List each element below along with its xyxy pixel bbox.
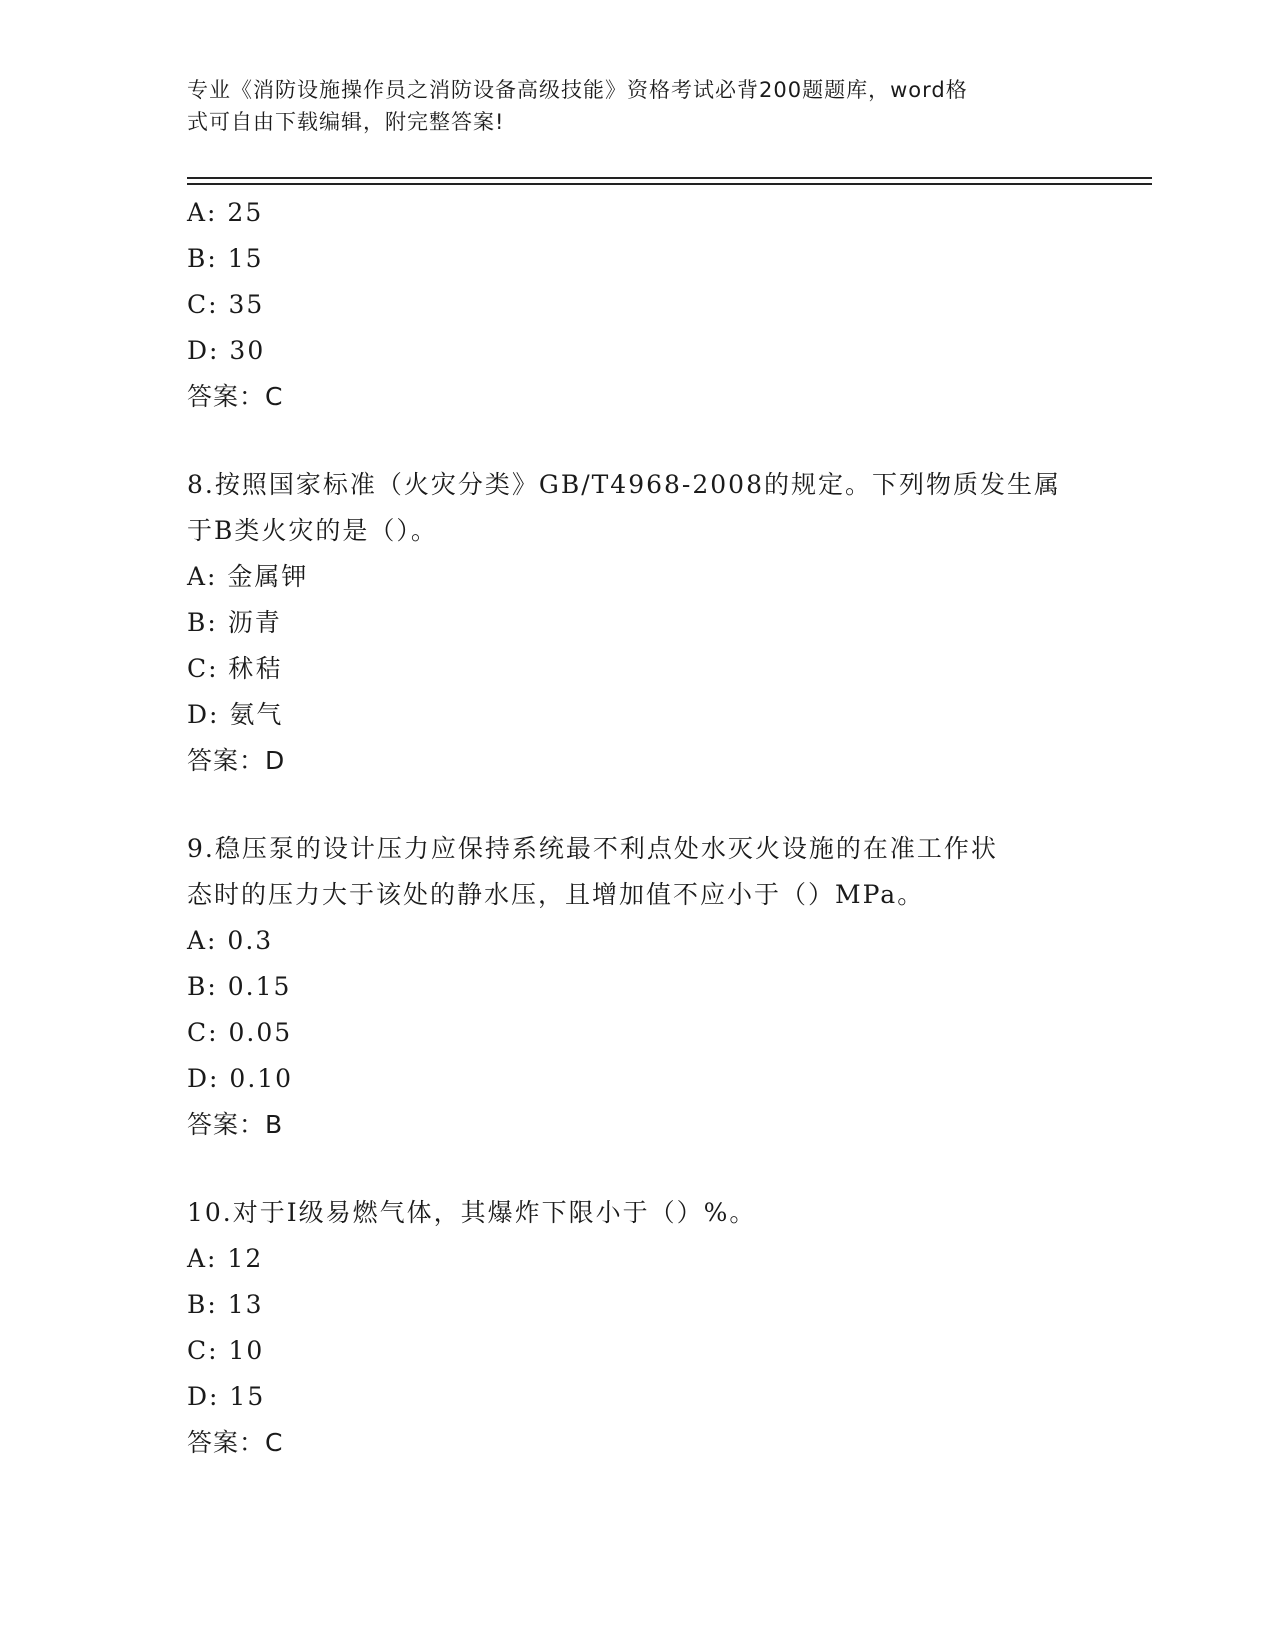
- option-a: A: 0.3: [187, 926, 274, 955]
- header-line-1: 专业《消防设施操作员之消防设备高级技能》资格考试必背200题题库，word格: [187, 78, 968, 102]
- option-c: C: 0.05: [187, 1018, 293, 1047]
- option-b: B: 13: [187, 1290, 264, 1319]
- answer: 答案：B: [187, 1110, 284, 1139]
- question-text-line-1: 9.稳压泵的设计压力应保持系统最不利点处水灭火设施的在准工作状: [187, 834, 998, 863]
- question-10: [187, 1190, 1087, 1466]
- header-divider-top: [187, 177, 1152, 179]
- option-a: A: 金属钾: [187, 562, 309, 591]
- question-text-line-2: 态时的压力大于该处的静水压，且增加值不应小于（）MPa。: [187, 880, 925, 909]
- option-b: B: 15: [187, 244, 264, 273]
- question-text-line-1: 10.对于Ⅰ级易燃气体，其爆炸下限小于（）%。: [187, 1198, 757, 1227]
- option-c: C: 35: [187, 290, 265, 319]
- question-text-line-1: 8.按照国家标准（火灾分类》GB/T4968-2008的规定。下列物质发生属: [187, 470, 1061, 499]
- option-c: C: 10: [187, 1336, 265, 1365]
- question-7-partial: [187, 190, 1087, 420]
- option-b: B: 0.15: [187, 972, 292, 1001]
- option-b: B: 沥青: [187, 608, 282, 637]
- answer: 答案：D: [187, 746, 286, 775]
- question-text-line-2: 于B类火灾的是（）。: [187, 516, 438, 545]
- option-d: D: 0.10: [187, 1064, 294, 1093]
- header-line-2: 式可自由下载编辑，附完整答案!: [187, 110, 505, 134]
- option-a: A: 12: [187, 1244, 264, 1273]
- option-c: C: 秫秸: [187, 654, 283, 683]
- option-d: D: 15: [187, 1382, 266, 1411]
- document-header: [187, 74, 1087, 138]
- question-list: [187, 190, 1087, 1466]
- answer: 答案：C: [187, 382, 284, 411]
- question-9: [187, 826, 1087, 1148]
- question-8: [187, 462, 1087, 784]
- option-a: A: 25: [187, 198, 264, 227]
- header-divider-bottom: [187, 183, 1152, 185]
- option-d: D: 氨气: [187, 700, 284, 729]
- option-d: D: 30: [187, 336, 266, 365]
- answer: 答案：C: [187, 1428, 284, 1457]
